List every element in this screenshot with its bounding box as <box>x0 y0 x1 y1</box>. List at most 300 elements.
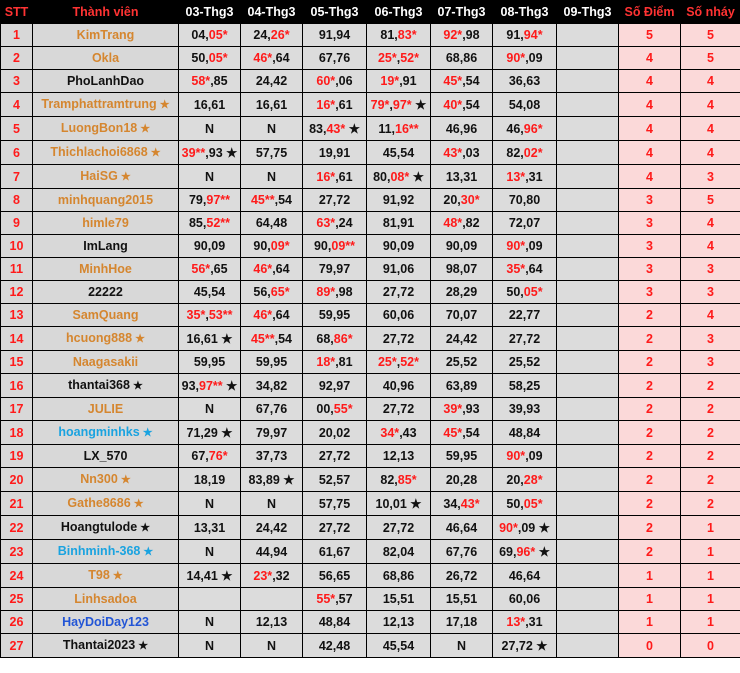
day-cell <box>557 611 619 634</box>
value: 90, <box>253 239 271 253</box>
day-cell <box>557 516 619 540</box>
star-icon: ★ <box>156 99 170 111</box>
value: , <box>205 308 209 322</box>
day-cell <box>303 398 367 421</box>
member-name-text: Naagasakii <box>72 355 139 369</box>
day-cell <box>241 421 303 445</box>
row-number: 24 <box>1 564 33 588</box>
value: 40,96 <box>382 378 415 393</box>
day-cell <box>493 281 557 304</box>
day-cell <box>303 516 367 540</box>
value: N <box>204 496 215 511</box>
day-cell <box>431 468 493 492</box>
day-cell <box>493 117 557 141</box>
hits-value: 4 <box>681 93 740 117</box>
day-cell <box>303 258 367 281</box>
day-cell <box>241 212 303 235</box>
hit-value: 16* <box>316 97 336 112</box>
hits-value: 3 <box>681 258 740 281</box>
points-value: 2 <box>619 445 681 468</box>
member-name <box>33 165 179 189</box>
day-cell <box>431 327 493 351</box>
hit-value: 45* <box>443 74 463 88</box>
hit-value: 05* <box>208 51 228 65</box>
day-cell <box>241 398 303 421</box>
day-cell <box>493 304 557 327</box>
member-name-text: T98 <box>88 568 110 582</box>
day-cell <box>493 398 557 421</box>
value: 60,06 <box>382 308 415 322</box>
day-cell <box>179 421 241 445</box>
hits-value: 3 <box>681 351 740 374</box>
hits-value: 5 <box>681 24 740 47</box>
star-icon: ★ <box>137 123 151 135</box>
value: 81, <box>380 28 398 42</box>
hit-value: 05* <box>523 496 543 511</box>
day-cell <box>367 304 431 327</box>
member-name-text: Hoangtulode <box>60 520 138 534</box>
day-cell <box>367 141 431 165</box>
day-cell <box>241 189 303 212</box>
member-name <box>33 398 179 421</box>
points-value: 3 <box>619 189 681 212</box>
day-cell <box>241 564 303 588</box>
day-cell <box>179 189 241 212</box>
hits-value: 3 <box>681 327 740 351</box>
day-cell <box>241 374 303 398</box>
value: ,54 <box>462 425 480 440</box>
header-stt: STT <box>1 1 33 24</box>
day-cell <box>303 212 367 235</box>
member-name <box>33 304 179 327</box>
member-name <box>33 351 179 374</box>
day-cell <box>303 421 367 445</box>
day-cell <box>493 327 557 351</box>
hit-value: 18* <box>316 355 336 369</box>
day-cell <box>431 398 493 421</box>
table-row <box>1 374 740 398</box>
header-day-06: 06-Thg3 <box>367 1 431 24</box>
value: 50, <box>191 51 209 65</box>
value: 57,75 <box>255 145 288 160</box>
hits-value: 3 <box>681 281 740 304</box>
day-cell <box>367 588 431 611</box>
day-cell <box>431 281 493 304</box>
day-cell <box>179 24 241 47</box>
value: 45,54 <box>193 285 226 299</box>
day-cell <box>367 47 431 70</box>
day-cell <box>367 189 431 212</box>
value: ,85 <box>210 74 228 88</box>
day-cell <box>367 421 431 445</box>
hit-value: 39* <box>443 402 463 416</box>
hit-value: 34* <box>380 425 400 440</box>
value: 24,42 <box>255 520 288 535</box>
value: 69, <box>499 544 517 559</box>
value: 59,95 <box>445 449 478 463</box>
hit-value: 55* <box>333 402 353 416</box>
value: ,32 <box>272 568 290 583</box>
hit-value: 52* <box>400 355 420 369</box>
day-cell <box>303 281 367 304</box>
day-cell <box>431 47 493 70</box>
value: 90,09 <box>193 239 226 253</box>
table-row <box>1 212 740 235</box>
member-name-text: KimTrang <box>76 28 135 42</box>
day-cell <box>431 374 493 398</box>
hit-value: 46* <box>253 308 273 322</box>
hits-value: 4 <box>681 70 740 93</box>
value: 79, <box>188 193 207 207</box>
value: 24, <box>253 28 271 42</box>
day-cell <box>367 516 431 540</box>
value: ,54 <box>462 97 480 112</box>
value: ★ <box>222 378 238 393</box>
value: N <box>266 169 277 184</box>
star-icon: ★ <box>139 427 153 439</box>
row-number: 6 <box>1 141 33 165</box>
value: 91,06 <box>382 262 415 276</box>
points-value: 5 <box>619 24 681 47</box>
value: ,98 <box>462 28 480 42</box>
day-cell <box>367 281 431 304</box>
value: 63,89 <box>445 378 478 393</box>
member-name-text: hoangminhks <box>58 425 140 439</box>
day-cell <box>367 117 431 141</box>
day-cell <box>179 611 241 634</box>
day-cell <box>303 70 367 93</box>
points-value: 1 <box>619 564 681 588</box>
hits-value: 1 <box>681 516 740 540</box>
value: ,64 <box>272 308 290 322</box>
day-cell <box>493 588 557 611</box>
value: 24,42 <box>445 331 478 346</box>
value: 44,94 <box>255 544 288 559</box>
hit-value: 83* <box>397 28 417 42</box>
hits-value: 4 <box>681 141 740 165</box>
header-member: Thành viên <box>33 1 179 24</box>
day-cell <box>493 492 557 516</box>
member-name-text: MinhHoe <box>79 262 132 276</box>
table-row <box>1 141 740 165</box>
table-row <box>1 611 740 634</box>
header-day-09: 09-Thg3 <box>557 1 619 24</box>
day-cell <box>179 564 241 588</box>
day-cell <box>431 165 493 189</box>
hit-value: 94* <box>523 28 543 42</box>
day-cell <box>179 516 241 540</box>
day-cell <box>493 421 557 445</box>
value: 27,72 <box>382 402 415 416</box>
value: 91,94 <box>318 28 351 42</box>
day-cell <box>431 634 493 658</box>
day-cell <box>179 117 241 141</box>
member-name <box>33 327 179 351</box>
day-cell <box>493 141 557 165</box>
hit-value: 23* <box>253 568 273 583</box>
value: 46,96 <box>445 121 478 136</box>
value: ,31 <box>525 615 543 629</box>
value: 27,72 <box>318 193 351 207</box>
value: 24,42 <box>255 74 288 88</box>
hits-value: 2 <box>681 398 740 421</box>
day-cell <box>179 327 241 351</box>
hit-value: 02* <box>523 145 543 160</box>
star-icon: ★ <box>129 380 143 392</box>
table-row <box>1 165 740 189</box>
value: ,43 <box>399 425 417 440</box>
row-number: 13 <box>1 304 33 327</box>
points-value: 2 <box>619 398 681 421</box>
day-cell <box>303 165 367 189</box>
day-cell <box>179 212 241 235</box>
day-cell <box>367 24 431 47</box>
value: 72,07 <box>508 216 541 230</box>
value: 13,31 <box>445 169 478 184</box>
hit-value: 35* <box>506 262 526 276</box>
member-name-text: himle79 <box>82 216 129 230</box>
day-cell <box>179 398 241 421</box>
value: ,31 <box>525 169 543 184</box>
value: 60,06 <box>508 592 541 606</box>
value: 19,91 <box>318 145 351 160</box>
value: 52,57 <box>318 472 351 487</box>
value: ,09 <box>525 239 543 253</box>
member-name-text: PhoLanhDao <box>66 74 145 88</box>
member-name-text: Thantai2023 <box>62 638 136 652</box>
member-name-text: hcuong888 <box>66 331 133 345</box>
day-cell <box>557 189 619 212</box>
day-cell <box>431 212 493 235</box>
value: ,81 <box>335 355 353 369</box>
value: 27,72 <box>382 285 415 299</box>
day-cell <box>431 93 493 117</box>
hit-value: 76* <box>208 449 228 463</box>
value: 12,13 <box>382 449 415 463</box>
day-cell <box>367 258 431 281</box>
value: 56,65 <box>318 568 351 583</box>
points-value: 2 <box>619 304 681 327</box>
hits-value: 1 <box>681 588 740 611</box>
value: 34, <box>443 496 461 511</box>
member-name-text: 22222 <box>88 285 123 299</box>
member-name-text: thantai368 <box>68 378 130 392</box>
day-cell <box>179 93 241 117</box>
value: N <box>204 638 215 653</box>
points-value: 2 <box>619 351 681 374</box>
day-cell <box>179 634 241 658</box>
hits-value: 1 <box>681 540 740 564</box>
table-row <box>1 70 740 93</box>
value: 90, <box>313 239 332 253</box>
hit-value: 43* <box>460 496 480 511</box>
row-number: 27 <box>1 634 33 658</box>
member-name-text: Binhminh-368 <box>57 544 141 558</box>
member-name-text: Linhsadoa <box>74 592 137 606</box>
day-cell <box>493 189 557 212</box>
member-name <box>33 117 179 141</box>
value: 16,61 <box>255 97 288 112</box>
day-cell <box>241 258 303 281</box>
points-value: 2 <box>619 374 681 398</box>
day-cell <box>303 235 367 258</box>
member-name-text: LuongBon18 <box>60 121 138 135</box>
table-row <box>1 421 740 445</box>
day-cell <box>431 564 493 588</box>
day-cell <box>241 540 303 564</box>
value: 59,95 <box>318 308 351 322</box>
day-cell <box>179 47 241 70</box>
day-cell <box>179 235 241 258</box>
day-cell <box>179 281 241 304</box>
value: N <box>204 121 215 136</box>
value: 20,28 <box>445 472 478 487</box>
day-cell <box>303 634 367 658</box>
hit-value: 89* <box>316 285 336 299</box>
day-cell <box>493 611 557 634</box>
value: 68,86 <box>382 568 415 583</box>
day-cell <box>557 327 619 351</box>
hit-value: 35* <box>186 308 206 322</box>
hit-value: 48* <box>443 216 463 230</box>
value: 67, <box>191 449 209 463</box>
member-name <box>33 141 179 165</box>
day-cell <box>431 258 493 281</box>
points-value: 3 <box>619 281 681 304</box>
value: 58,25 <box>508 378 541 393</box>
row-number: 3 <box>1 70 33 93</box>
member-name <box>33 516 179 540</box>
member-name-text: Gathe8686 <box>67 496 131 510</box>
value: 59,95 <box>193 355 226 369</box>
value: 68, <box>316 331 334 346</box>
value: 82, <box>380 472 398 487</box>
star-icon: ★ <box>135 640 149 652</box>
day-cell <box>557 304 619 327</box>
value: 15,51 <box>445 592 478 606</box>
table-row <box>1 540 740 564</box>
day-cell <box>557 492 619 516</box>
day-cell <box>557 235 619 258</box>
points-value: 4 <box>619 165 681 189</box>
day-cell <box>557 468 619 492</box>
value: 83,89 ★ <box>248 472 295 487</box>
value: 46,64 <box>445 520 478 535</box>
points-value: 0 <box>619 634 681 658</box>
value: 25,52 <box>508 355 541 369</box>
value: ,64 <box>272 262 290 276</box>
row-number: 7 <box>1 165 33 189</box>
table-row <box>1 189 740 212</box>
value: 00, <box>316 402 334 416</box>
value: 04, <box>191 28 209 42</box>
hit-value: 45** <box>250 331 275 346</box>
day-cell <box>367 634 431 658</box>
hit-value: 40* <box>443 97 463 112</box>
value: 64,48 <box>255 216 288 230</box>
value: ★ <box>411 97 427 112</box>
day-cell <box>303 351 367 374</box>
value: 79,97 <box>318 262 351 276</box>
day-cell <box>557 374 619 398</box>
value: 83, <box>309 121 327 136</box>
day-cell <box>367 327 431 351</box>
day-cell <box>179 492 241 516</box>
day-cell <box>557 445 619 468</box>
value: ,61 <box>335 97 353 112</box>
value: 12,13 <box>255 615 288 629</box>
day-cell <box>179 70 241 93</box>
day-cell <box>303 304 367 327</box>
day-cell <box>179 468 241 492</box>
value: 27,72 <box>318 449 351 463</box>
day-cell <box>367 468 431 492</box>
hit-value: 30* <box>460 193 480 207</box>
day-cell <box>241 70 303 93</box>
member-name <box>33 445 179 468</box>
hit-value: 58* <box>191 74 211 88</box>
hit-value: 90* <box>506 239 526 253</box>
day-cell <box>557 588 619 611</box>
member-name-text: Nn300 <box>80 472 118 486</box>
value: 20, <box>506 472 524 487</box>
points-value: 4 <box>619 117 681 141</box>
day-cell <box>241 281 303 304</box>
value: N <box>204 402 215 416</box>
value: 92,97 <box>318 378 351 393</box>
hit-value: 90* <box>499 520 518 535</box>
points-value: 4 <box>619 93 681 117</box>
day-cell <box>241 634 303 658</box>
day-cell <box>431 516 493 540</box>
row-number: 5 <box>1 117 33 141</box>
day-cell <box>303 24 367 47</box>
hit-value: 96* <box>516 544 536 559</box>
row-number: 21 <box>1 492 33 516</box>
hit-value: 96* <box>523 121 543 136</box>
hit-value: 92* <box>443 28 463 42</box>
value: ,54 <box>274 193 293 207</box>
day-cell <box>303 189 367 212</box>
table-row <box>1 468 740 492</box>
row-number: 10 <box>1 235 33 258</box>
hit-value: 45* <box>443 425 463 440</box>
value: ,93 <box>462 402 480 416</box>
day-cell <box>367 235 431 258</box>
value: N <box>266 121 277 136</box>
member-name-text: HayDoiDay123 <box>62 615 149 629</box>
day-cell <box>557 212 619 235</box>
day-cell <box>367 351 431 374</box>
row-number: 22 <box>1 516 33 540</box>
day-cell <box>367 564 431 588</box>
value: 67,76 <box>255 402 288 416</box>
value: 67,76 <box>445 544 478 559</box>
value: 50, <box>506 285 524 299</box>
value: 80, <box>373 169 391 184</box>
day-cell <box>179 304 241 327</box>
day-cell <box>367 540 431 564</box>
hit-value: 79* <box>370 97 390 112</box>
member-name-text: Thichlachoi6868 <box>50 145 148 159</box>
member-name <box>33 258 179 281</box>
hits-value: 2 <box>681 421 740 445</box>
hits-value: 3 <box>681 165 740 189</box>
table-row <box>1 24 740 47</box>
value: 39,93 <box>508 402 541 416</box>
member-name <box>33 421 179 445</box>
value: N <box>204 169 215 184</box>
